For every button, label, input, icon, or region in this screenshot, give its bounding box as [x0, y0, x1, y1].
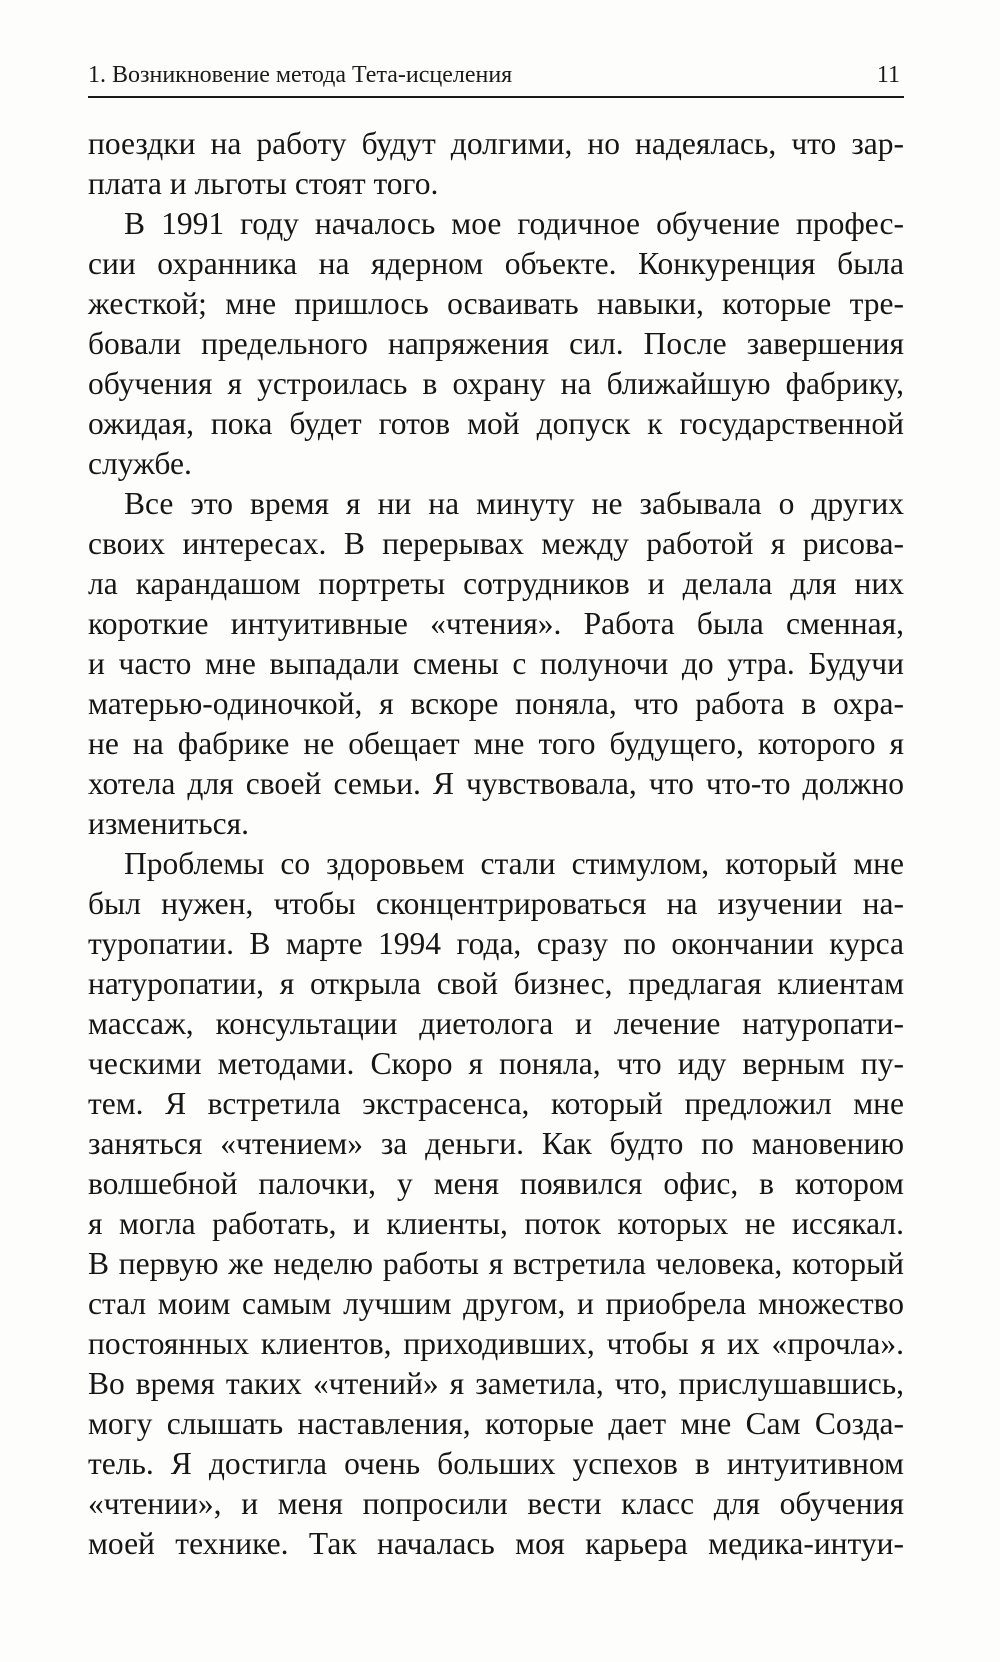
- text-line: В 1991 году началось мое годичное обучение профес-: [124, 206, 904, 241]
- text-line: тель. Я достигла очень больших успехов в интуитивном: [88, 1446, 904, 1481]
- text-line: натуропатии, я открыла свой бизнес, предлагая клиентам: [88, 966, 904, 1001]
- text-line: службе.: [88, 446, 192, 481]
- text-line: измениться.: [88, 806, 249, 841]
- text-line: матерью-одиночкой, я вскоре поняла, что работа в охра-: [88, 686, 904, 721]
- chapter-title: 1. Возникновение метода Тета-исцеления: [88, 62, 513, 88]
- text-line: сии охранника на ядерном объекте. Конкуренция была: [88, 246, 904, 281]
- text-line: бовали предельного напряжения сил. После завершения: [88, 326, 904, 361]
- text-line: своих интересах. В перерывах между работой я рисова-: [88, 526, 904, 561]
- paragraph-3: [88, 484, 904, 844]
- text-line: короткие интуитивные «чтения». Работа была сменная,: [88, 606, 904, 641]
- text-line: стал моим самым лучшим другом, и приобрела множество: [88, 1286, 904, 1321]
- text-line: Все это время я ни на минуту не забывала о других: [124, 486, 904, 521]
- text-line: моей технике. Так началась моя карьера медика-интуи-: [88, 1526, 904, 1561]
- text-line: жесткой; мне пришлось осваивать навыки, которые тре-: [88, 286, 904, 321]
- text-line: тем. Я встретила экстрасенса, который предложил мне: [88, 1086, 904, 1121]
- running-head: [88, 60, 904, 98]
- page-number: 11: [876, 62, 900, 88]
- text-line: массаж, консультации диетолога и лечение натуропати-: [88, 1006, 904, 1041]
- paragraph-4: [88, 844, 904, 1564]
- text-line: ожидая, пока будет готов мой допуск к государственной: [88, 406, 904, 441]
- text-line: поездки на работу будут долгими, но надеялась, что зар-: [88, 126, 904, 161]
- text-line: не на фабрике не обещает мне того будущего, которого я: [88, 726, 904, 761]
- text-line: постоянных клиентов, приходивших, чтобы я их «прочла».: [88, 1326, 904, 1361]
- text-line: В первую же неделю работы я встретила человека, который: [88, 1246, 904, 1281]
- text-line: плата и льготы стоят того.: [88, 166, 439, 201]
- text-line: я могла работать, и клиенты, поток которых не иссякал.: [88, 1206, 904, 1241]
- text-line: ческими методами. Скоро я поняла, что иду верным пу-: [88, 1046, 904, 1081]
- paragraph-1: [88, 124, 904, 204]
- text-line: был нужен, чтобы сконцентрироваться на изучении на-: [88, 886, 904, 921]
- text-line: хотела для своей семьи. Я чувствовала, что что-то должно: [88, 766, 904, 801]
- body-text: [88, 124, 904, 1564]
- text-line: заняться «чтением» за деньги. Как будто по мановению: [88, 1126, 904, 1161]
- text-line: Во время таких «чтений» я заметила, что, прислушавшись,: [88, 1366, 904, 1401]
- text-line: ла карандашом портреты сотрудников и делала для них: [88, 566, 904, 601]
- paragraph-2: [88, 204, 904, 484]
- text-line: и часто мне выпадали смены с полуночи до утра. Будучи: [88, 646, 904, 681]
- text-line: обучения я устроилась в охрану на ближайшую фабрику,: [88, 366, 904, 401]
- text-line: туропатии. В марте 1994 года, сразу по окончании курса: [88, 926, 904, 961]
- text-line: Проблемы со здоровьем стали стимулом, который мне: [124, 846, 904, 881]
- text-line: волшебной палочки, у меня появился офис, в котором: [88, 1166, 904, 1201]
- text-line: «чтении», и меня попросили вести класс для обучения: [88, 1486, 904, 1521]
- text-line: могу слышать наставления, которые дает мне Сам Созда-: [88, 1406, 904, 1441]
